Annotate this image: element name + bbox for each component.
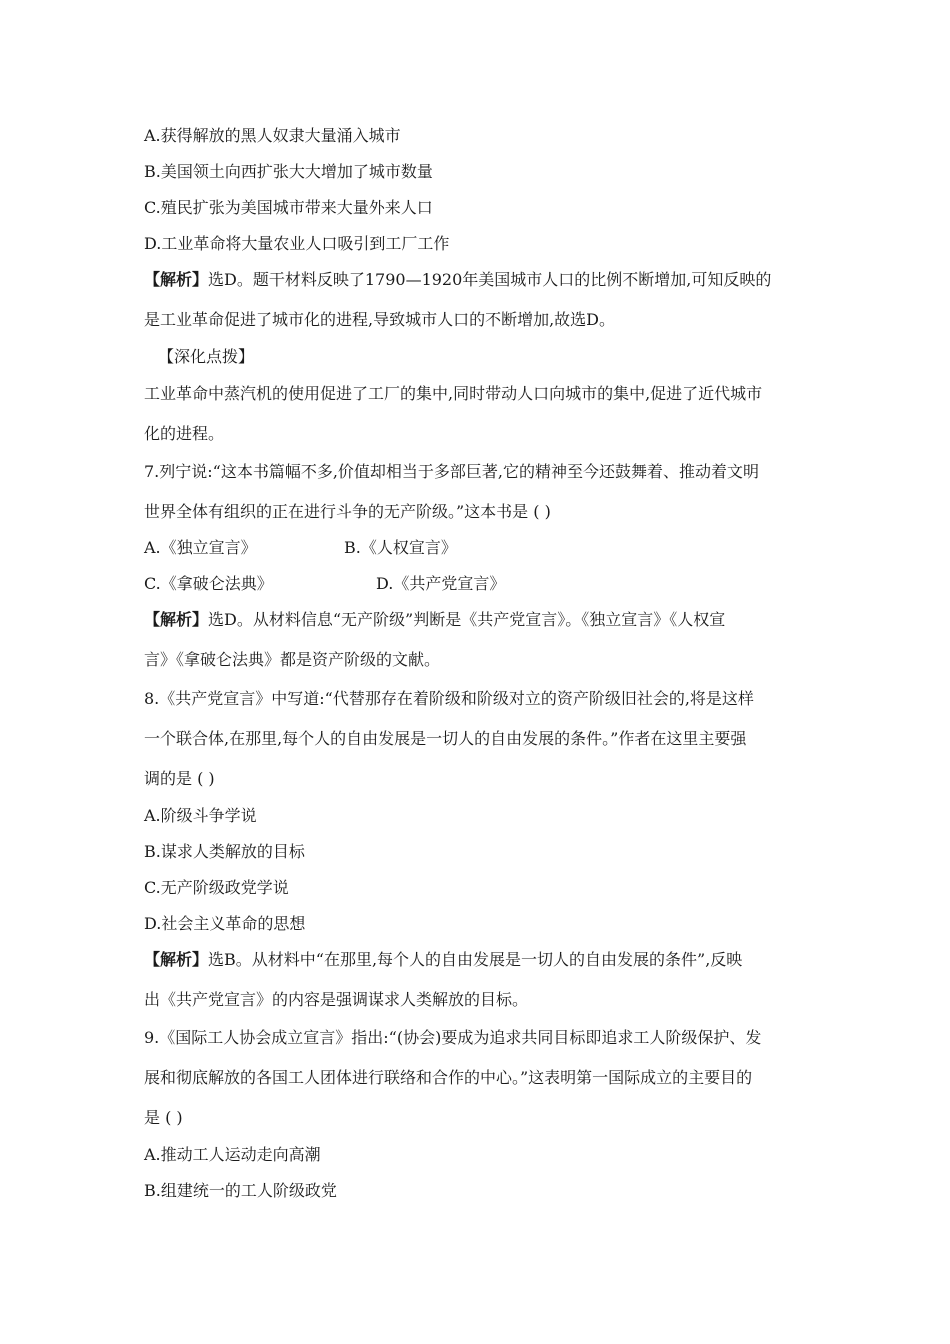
- q6-option-b: B.美国领土向西扩张大大增加了城市数量: [144, 162, 433, 181]
- q6-option-a: A.获得解放的黑人奴隶大量涌入城市: [144, 126, 401, 145]
- q7-stem-line2: 世界全体有组织的正在进行斗争的无产阶级。”这本书是 ( ): [144, 502, 551, 521]
- deepen-line1: 工业革命中蒸汽机的使用促进了工厂的集中,同时带动人口向城市的集中,促进了近代城市: [144, 384, 763, 403]
- q9-option-b: B.组建统一的工人阶级政党: [144, 1181, 337, 1200]
- analysis-text: 选D。从材料信息“无产阶级”判断是《共产党宣言》。《独立宣言》《人权宣: [208, 610, 726, 629]
- q9-stem-line2: 展和彻底解放的各国工人团体进行联络和合作的中心。”这表明第一国际成立的主要目的: [144, 1068, 753, 1087]
- q8-stem-line2: 一个联合体,在那里,每个人的自由发展是一切人的自由发展的条件。”作者在这里主要强: [144, 729, 747, 748]
- q8-analysis-line2: 出《共产党宣言》的内容是强调谋求人类解放的目标。: [144, 990, 529, 1009]
- deepen-line2: 化的进程。: [144, 424, 225, 443]
- q8-stem-line1: 8.《共产党宣言》中写道:“代替那存在着阶级和阶级对立的资产阶级旧社会的,将是这样: [144, 689, 754, 708]
- q8-option-b: B.谋求人类解放的目标: [144, 842, 305, 861]
- q8-option-d: D.社会主义革命的思想: [144, 914, 306, 933]
- q9-stem-line1: 9.《国际工人协会成立宣言》指出:“(协会)要成为追求共同目标即追求工人阶级保护、发: [144, 1028, 762, 1047]
- q6-analysis-line2: 是工业革命促进了城市化的进程,导致城市人口的不断增加,故选D。: [144, 310, 616, 329]
- q8-analysis-line1: [144, 949, 810, 971]
- q7-options-row1: [144, 537, 810, 559]
- analysis-label: 【解析】: [144, 950, 209, 969]
- q8-option-a: A.阶级斗争学说: [144, 806, 257, 825]
- q7-option-d: D.《共产党宣言》: [376, 574, 506, 593]
- q8-stem-line3: 调的是 ( ): [144, 769, 215, 788]
- q7-option-b: B.《人权宣言》: [344, 538, 457, 557]
- q6-option-d: D.工业革命将大量农业人口吸引到工厂工作: [144, 234, 450, 253]
- q9-option-a: A.推动工人运动走向高潮: [144, 1145, 321, 1164]
- q7-option-a: A.《独立宣言》: [144, 538, 257, 557]
- q6-option-c: C.殖民扩张为美国城市带来大量外来人口: [144, 198, 433, 217]
- analysis-text: 选D。题干材料反映了1790—1920年美国城市人口的比例不断增加,可知反映的: [208, 270, 772, 289]
- q7-analysis-line1: [144, 609, 810, 631]
- q7-analysis-line2: 言》《拿破仑法典》都是资产阶级的文献。: [144, 650, 441, 669]
- q7-stem-line1: 7.列宁说:“这本书篇幅不多,价值却相当于多部巨著,它的精神至今还鼓舞着、推动着文明: [144, 462, 760, 481]
- q8-option-c: C.无产阶级政党学说: [144, 878, 289, 897]
- q6-analysis-line1: [144, 269, 810, 291]
- analysis-text: 选B。从材料中“在那里,每个人的自由发展是一切人的自由发展的条件”,反映: [208, 950, 743, 969]
- q7-option-c: C.《拿破仑法典》: [144, 574, 273, 593]
- analysis-label: 【解析】: [144, 610, 209, 629]
- analysis-label: 【解析】: [144, 270, 209, 289]
- q7-options-row2: [144, 573, 810, 595]
- deepen-title: 【深化点拨】: [158, 347, 255, 366]
- q9-stem-line3: 是 ( ): [144, 1108, 183, 1127]
